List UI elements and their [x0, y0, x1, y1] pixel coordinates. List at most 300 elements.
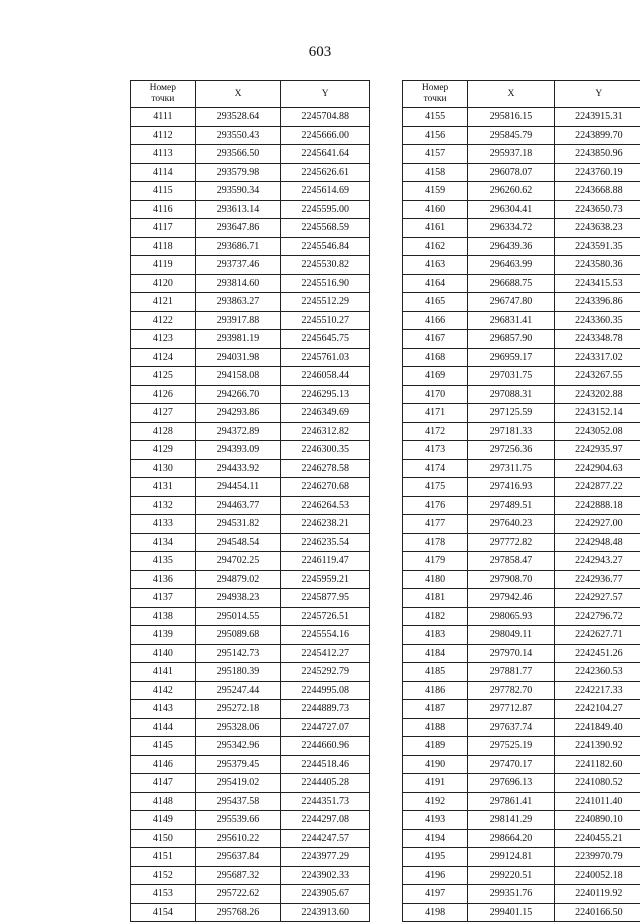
cell-x: 295816.15 — [468, 108, 554, 127]
cell-point-number: 4176 — [403, 496, 468, 515]
cell-y: 2246349.69 — [281, 404, 370, 423]
cell-point-number: 4196 — [403, 866, 468, 885]
table-row — [403, 737, 640, 756]
cell-point-number: 4178 — [403, 533, 468, 552]
cell-x: 298065.93 — [468, 607, 554, 626]
cell-y: 2245761.03 — [281, 348, 370, 367]
cell-point-number: 4111 — [131, 108, 196, 127]
table-row — [131, 515, 370, 534]
cell-point-number: 4197 — [403, 885, 468, 904]
cell-y: 2242904.63 — [554, 459, 640, 478]
cell-point-number: 4137 — [131, 589, 196, 608]
table-row — [131, 200, 370, 219]
cell-point-number: 4118 — [131, 237, 196, 256]
cell-x: 297908.70 — [468, 570, 554, 589]
cell-y: 2243977.29 — [281, 848, 370, 867]
cell-point-number: 4123 — [131, 330, 196, 349]
table-row — [131, 348, 370, 367]
table-row — [403, 533, 640, 552]
cell-y: 2244889.73 — [281, 700, 370, 719]
table-row — [131, 256, 370, 275]
cell-y: 2245614.69 — [281, 182, 370, 201]
cell-point-number: 4158 — [403, 163, 468, 182]
cell-y: 2241390.92 — [554, 737, 640, 756]
header-point-number — [403, 81, 468, 108]
cell-y: 2243913.60 — [281, 903, 370, 922]
cell-y: 2246235.54 — [281, 533, 370, 552]
cell-x: 294463.77 — [195, 496, 281, 515]
cell-y: 2240052.18 — [554, 866, 640, 885]
table-row — [131, 903, 370, 922]
cell-point-number: 4119 — [131, 256, 196, 275]
cell-point-number: 4152 — [131, 866, 196, 885]
cell-point-number: 4155 — [403, 108, 468, 127]
cell-y: 2242360.53 — [554, 663, 640, 682]
cell-x: 297861.41 — [468, 792, 554, 811]
cell-y: 2242451.26 — [554, 644, 640, 663]
cell-point-number: 4182 — [403, 607, 468, 626]
cell-x: 297942.46 — [468, 589, 554, 608]
header-x: X — [468, 81, 554, 108]
cell-point-number: 4121 — [131, 293, 196, 312]
cell-point-number: 4154 — [131, 903, 196, 922]
table-row — [131, 441, 370, 460]
cell-point-number: 4169 — [403, 367, 468, 386]
table-row — [403, 422, 640, 441]
cell-point-number: 4122 — [131, 311, 196, 330]
cell-y: 2245704.88 — [281, 108, 370, 127]
cell-x: 293737.46 — [195, 256, 281, 275]
cell-y: 2243760.19 — [554, 163, 640, 182]
table-row — [131, 293, 370, 312]
cell-y: 2243396.86 — [554, 293, 640, 312]
table-row — [403, 478, 640, 497]
cell-y: 2243152.14 — [554, 404, 640, 423]
cell-point-number: 4179 — [403, 552, 468, 571]
cell-y: 2243360.35 — [554, 311, 640, 330]
cell-point-number: 4134 — [131, 533, 196, 552]
cell-y: 2244660.96 — [281, 737, 370, 756]
cell-x: 294702.25 — [195, 552, 281, 571]
cell-y: 2241011.40 — [554, 792, 640, 811]
cell-point-number: 4142 — [131, 681, 196, 700]
cell-x: 296439.36 — [468, 237, 554, 256]
table-header-row — [403, 81, 640, 108]
cell-point-number: 4193 — [403, 811, 468, 830]
cell-x: 295180.39 — [195, 663, 281, 682]
cell-y: 2243638.23 — [554, 219, 640, 238]
cell-point-number: 4164 — [403, 274, 468, 293]
cell-point-number: 4167 — [403, 330, 468, 349]
cell-x: 293814.60 — [195, 274, 281, 293]
table-row — [131, 718, 370, 737]
cell-y: 2244727.07 — [281, 718, 370, 737]
cell-point-number: 4162 — [403, 237, 468, 256]
table-row — [403, 348, 640, 367]
cell-y: 2244405.28 — [281, 774, 370, 793]
cell-y: 2243668.88 — [554, 182, 640, 201]
table-row — [131, 866, 370, 885]
cell-x: 294293.86 — [195, 404, 281, 423]
cell-y: 2245554.16 — [281, 626, 370, 645]
table-row — [131, 737, 370, 756]
cell-point-number: 4186 — [403, 681, 468, 700]
cell-x: 298141.29 — [468, 811, 554, 830]
cell-point-number: 4153 — [131, 885, 196, 904]
cell-y: 2246238.21 — [281, 515, 370, 534]
cell-point-number: 4127 — [131, 404, 196, 423]
cell-x: 297712.87 — [468, 700, 554, 719]
cell-y: 2240166.50 — [554, 903, 640, 922]
table-row — [131, 700, 370, 719]
cell-x: 297637.74 — [468, 718, 554, 737]
cell-x: 296959.17 — [468, 348, 554, 367]
cell-x: 293550.43 — [195, 126, 281, 145]
cell-point-number: 4194 — [403, 829, 468, 848]
cell-x: 299124.81 — [468, 848, 554, 867]
cell-x: 297125.59 — [468, 404, 554, 423]
cell-x: 294531.82 — [195, 515, 281, 534]
cell-y: 2242796.72 — [554, 607, 640, 626]
table-row — [403, 237, 640, 256]
cell-y: 2241182.60 — [554, 755, 640, 774]
cell-y: 2242936.77 — [554, 570, 640, 589]
cell-point-number: 4166 — [403, 311, 468, 330]
table-row — [131, 126, 370, 145]
coordinates-table-right — [402, 80, 640, 922]
cell-x: 293917.88 — [195, 311, 281, 330]
cell-point-number: 4165 — [403, 293, 468, 312]
cell-y: 2246119.47 — [281, 552, 370, 571]
table-row — [403, 718, 640, 737]
cell-x: 295014.55 — [195, 607, 281, 626]
cell-point-number: 4171 — [403, 404, 468, 423]
cell-point-number: 4133 — [131, 515, 196, 534]
table-row — [131, 681, 370, 700]
table-row — [403, 626, 640, 645]
cell-point-number: 4177 — [403, 515, 468, 534]
table-row — [403, 829, 640, 848]
cell-x: 294031.98 — [195, 348, 281, 367]
cell-x: 295722.62 — [195, 885, 281, 904]
table-row — [131, 496, 370, 515]
cell-y: 2245726.51 — [281, 607, 370, 626]
cell-point-number: 4138 — [131, 607, 196, 626]
cell-y: 2244247.57 — [281, 829, 370, 848]
table-body-right — [403, 108, 640, 922]
cell-x: 294879.02 — [195, 570, 281, 589]
cell-x: 295687.32 — [195, 866, 281, 885]
table-row — [131, 792, 370, 811]
table-row — [403, 274, 640, 293]
cell-point-number: 4135 — [131, 552, 196, 571]
table-row — [403, 404, 640, 423]
cell-x: 299220.51 — [468, 866, 554, 885]
cell-x: 293863.27 — [195, 293, 281, 312]
cell-x: 297311.75 — [468, 459, 554, 478]
table-row — [403, 145, 640, 164]
table-row — [131, 774, 370, 793]
cell-x: 293528.64 — [195, 108, 281, 127]
cell-x: 293613.14 — [195, 200, 281, 219]
cell-y: 2245292.79 — [281, 663, 370, 682]
cell-x: 296831.41 — [468, 311, 554, 330]
cell-y: 2244518.46 — [281, 755, 370, 774]
table-row — [403, 108, 640, 127]
table-row — [403, 552, 640, 571]
cell-y: 2245512.29 — [281, 293, 370, 312]
cell-point-number: 4146 — [131, 755, 196, 774]
cell-x: 294454.11 — [195, 478, 281, 497]
table-row — [403, 866, 640, 885]
cell-y: 2243902.33 — [281, 866, 370, 885]
cell-x: 295610.22 — [195, 829, 281, 848]
cell-point-number: 4161 — [403, 219, 468, 238]
cell-x: 297470.17 — [468, 755, 554, 774]
table-row — [131, 404, 370, 423]
cell-y: 2246295.13 — [281, 385, 370, 404]
cell-x: 295328.06 — [195, 718, 281, 737]
cell-y: 2245641.64 — [281, 145, 370, 164]
cell-y: 2245530.82 — [281, 256, 370, 275]
cell-y: 2245568.59 — [281, 219, 370, 238]
coordinates-table-left — [130, 80, 370, 922]
page-number: 603 — [0, 44, 640, 61]
cell-point-number: 4129 — [131, 441, 196, 460]
cell-point-number: 4175 — [403, 478, 468, 497]
table-row — [131, 829, 370, 848]
table-row — [403, 219, 640, 238]
cell-y: 2246278.58 — [281, 459, 370, 478]
cell-point-number: 4149 — [131, 811, 196, 830]
cell-x: 295419.02 — [195, 774, 281, 793]
cell-point-number: 4115 — [131, 182, 196, 201]
cell-x: 295142.73 — [195, 644, 281, 663]
cell-x: 295379.45 — [195, 755, 281, 774]
cell-x: 297256.36 — [468, 441, 554, 460]
header-number-line2: точки — [131, 94, 195, 105]
cell-point-number: 4180 — [403, 570, 468, 589]
cell-y: 2245510.27 — [281, 311, 370, 330]
cell-y: 2242877.22 — [554, 478, 640, 497]
cell-y: 2245516.90 — [281, 274, 370, 293]
cell-y: 2243850.96 — [554, 145, 640, 164]
cell-y: 2245546.84 — [281, 237, 370, 256]
cell-point-number: 4144 — [131, 718, 196, 737]
header-number-line2: точки — [403, 94, 467, 105]
cell-point-number: 4148 — [131, 792, 196, 811]
cell-y: 2246300.35 — [281, 441, 370, 460]
table-row — [131, 570, 370, 589]
cell-point-number: 4189 — [403, 737, 468, 756]
cell-y: 2245666.00 — [281, 126, 370, 145]
cell-x: 294266.70 — [195, 385, 281, 404]
cell-x: 294393.09 — [195, 441, 281, 460]
cell-point-number: 4188 — [403, 718, 468, 737]
header-number-line1: Номер — [131, 83, 195, 94]
cell-x: 298049.11 — [468, 626, 554, 645]
cell-point-number: 4125 — [131, 367, 196, 386]
cell-x: 296857.90 — [468, 330, 554, 349]
cell-y: 2242104.27 — [554, 700, 640, 719]
cell-point-number: 4195 — [403, 848, 468, 867]
cell-x: 299351.76 — [468, 885, 554, 904]
cell-point-number: 4159 — [403, 182, 468, 201]
cell-point-number: 4131 — [131, 478, 196, 497]
cell-point-number: 4117 — [131, 219, 196, 238]
cell-x: 297696.13 — [468, 774, 554, 793]
cell-x: 294548.54 — [195, 533, 281, 552]
table-row — [403, 663, 640, 682]
cell-y: 2246264.53 — [281, 496, 370, 515]
cell-y: 2245626.61 — [281, 163, 370, 182]
cell-point-number: 4113 — [131, 145, 196, 164]
cell-point-number: 4147 — [131, 774, 196, 793]
cell-y: 2243591.35 — [554, 237, 640, 256]
table-row — [131, 644, 370, 663]
cell-point-number: 4168 — [403, 348, 468, 367]
cell-y: 2240119.92 — [554, 885, 640, 904]
table-row — [131, 626, 370, 645]
table-row — [403, 459, 640, 478]
table-row — [131, 478, 370, 497]
cell-x: 293566.50 — [195, 145, 281, 164]
table-row — [403, 589, 640, 608]
cell-x: 295247.44 — [195, 681, 281, 700]
table-row — [131, 533, 370, 552]
cell-y: 2239970.79 — [554, 848, 640, 867]
cell-x: 296078.07 — [468, 163, 554, 182]
cell-y: 2242927.00 — [554, 515, 640, 534]
table-row — [403, 885, 640, 904]
table-row — [131, 274, 370, 293]
cell-x: 296747.80 — [468, 293, 554, 312]
cell-point-number: 4132 — [131, 496, 196, 515]
cell-y: 2243915.31 — [554, 108, 640, 127]
table-row — [131, 422, 370, 441]
cell-y: 2246312.82 — [281, 422, 370, 441]
cell-y: 2245595.00 — [281, 200, 370, 219]
cell-y: 2243267.55 — [554, 367, 640, 386]
table-row — [131, 182, 370, 201]
cell-y: 2241080.52 — [554, 774, 640, 793]
cell-y: 2242927.57 — [554, 589, 640, 608]
cell-x: 294158.08 — [195, 367, 281, 386]
cell-point-number: 4141 — [131, 663, 196, 682]
cell-y: 2244351.73 — [281, 792, 370, 811]
cell-x: 297031.75 — [468, 367, 554, 386]
table-row — [131, 848, 370, 867]
cell-x: 297525.19 — [468, 737, 554, 756]
cell-x: 293686.71 — [195, 237, 281, 256]
table-row — [403, 126, 640, 145]
cell-point-number: 4198 — [403, 903, 468, 922]
cell-y: 2240890.10 — [554, 811, 640, 830]
cell-y: 2240455.21 — [554, 829, 640, 848]
cell-point-number: 4139 — [131, 626, 196, 645]
table-row — [403, 848, 640, 867]
table-row — [403, 755, 640, 774]
cell-x: 293590.34 — [195, 182, 281, 201]
cell-y: 2242888.18 — [554, 496, 640, 515]
cell-point-number: 4163 — [403, 256, 468, 275]
table-header-row — [131, 81, 370, 108]
table-row — [403, 570, 640, 589]
table-row — [403, 792, 640, 811]
cell-y: 2245645.75 — [281, 330, 370, 349]
cell-x: 298664.20 — [468, 829, 554, 848]
cell-x: 297489.51 — [468, 496, 554, 515]
table-row — [131, 145, 370, 164]
cell-point-number: 4184 — [403, 644, 468, 663]
cell-point-number: 4128 — [131, 422, 196, 441]
cell-x: 295637.84 — [195, 848, 281, 867]
cell-x: 296688.75 — [468, 274, 554, 293]
table-row — [131, 589, 370, 608]
cell-point-number: 4145 — [131, 737, 196, 756]
table-row — [403, 163, 640, 182]
header-y: Y — [281, 81, 370, 108]
cell-point-number: 4190 — [403, 755, 468, 774]
table-row — [403, 644, 640, 663]
cell-point-number: 4140 — [131, 644, 196, 663]
table-row — [403, 903, 640, 922]
cell-point-number: 4143 — [131, 700, 196, 719]
cell-point-number: 4183 — [403, 626, 468, 645]
cell-x: 294433.92 — [195, 459, 281, 478]
cell-point-number: 4126 — [131, 385, 196, 404]
cell-point-number: 4173 — [403, 441, 468, 460]
cell-point-number: 4130 — [131, 459, 196, 478]
cell-x: 293647.86 — [195, 219, 281, 238]
table-row — [403, 515, 640, 534]
table-row — [403, 811, 640, 830]
table-row — [131, 108, 370, 127]
cell-x: 297772.82 — [468, 533, 554, 552]
table-row — [131, 459, 370, 478]
cell-x: 295272.18 — [195, 700, 281, 719]
cell-x: 295768.26 — [195, 903, 281, 922]
cell-x: 293579.98 — [195, 163, 281, 182]
cell-point-number: 4112 — [131, 126, 196, 145]
cell-y: 2245412.27 — [281, 644, 370, 663]
cell-y: 2242948.48 — [554, 533, 640, 552]
cell-x: 297181.33 — [468, 422, 554, 441]
table-row — [131, 552, 370, 571]
cell-x: 294938.23 — [195, 589, 281, 608]
cell-point-number: 4160 — [403, 200, 468, 219]
cell-y: 2243317.02 — [554, 348, 640, 367]
header-point-number — [131, 81, 196, 108]
cell-x: 296304.41 — [468, 200, 554, 219]
cell-y: 2246270.68 — [281, 478, 370, 497]
cell-point-number: 4156 — [403, 126, 468, 145]
table-row — [131, 885, 370, 904]
cell-x: 297088.31 — [468, 385, 554, 404]
cell-y: 2243905.67 — [281, 885, 370, 904]
cell-y: 2243650.73 — [554, 200, 640, 219]
cell-x: 295539.66 — [195, 811, 281, 830]
table-row — [403, 441, 640, 460]
cell-y: 2243580.36 — [554, 256, 640, 275]
table-row — [131, 367, 370, 386]
table-row — [131, 237, 370, 256]
table-row — [403, 385, 640, 404]
table-row — [131, 811, 370, 830]
header-y: Y — [554, 81, 640, 108]
cell-y: 2246058.44 — [281, 367, 370, 386]
table-row — [131, 755, 370, 774]
